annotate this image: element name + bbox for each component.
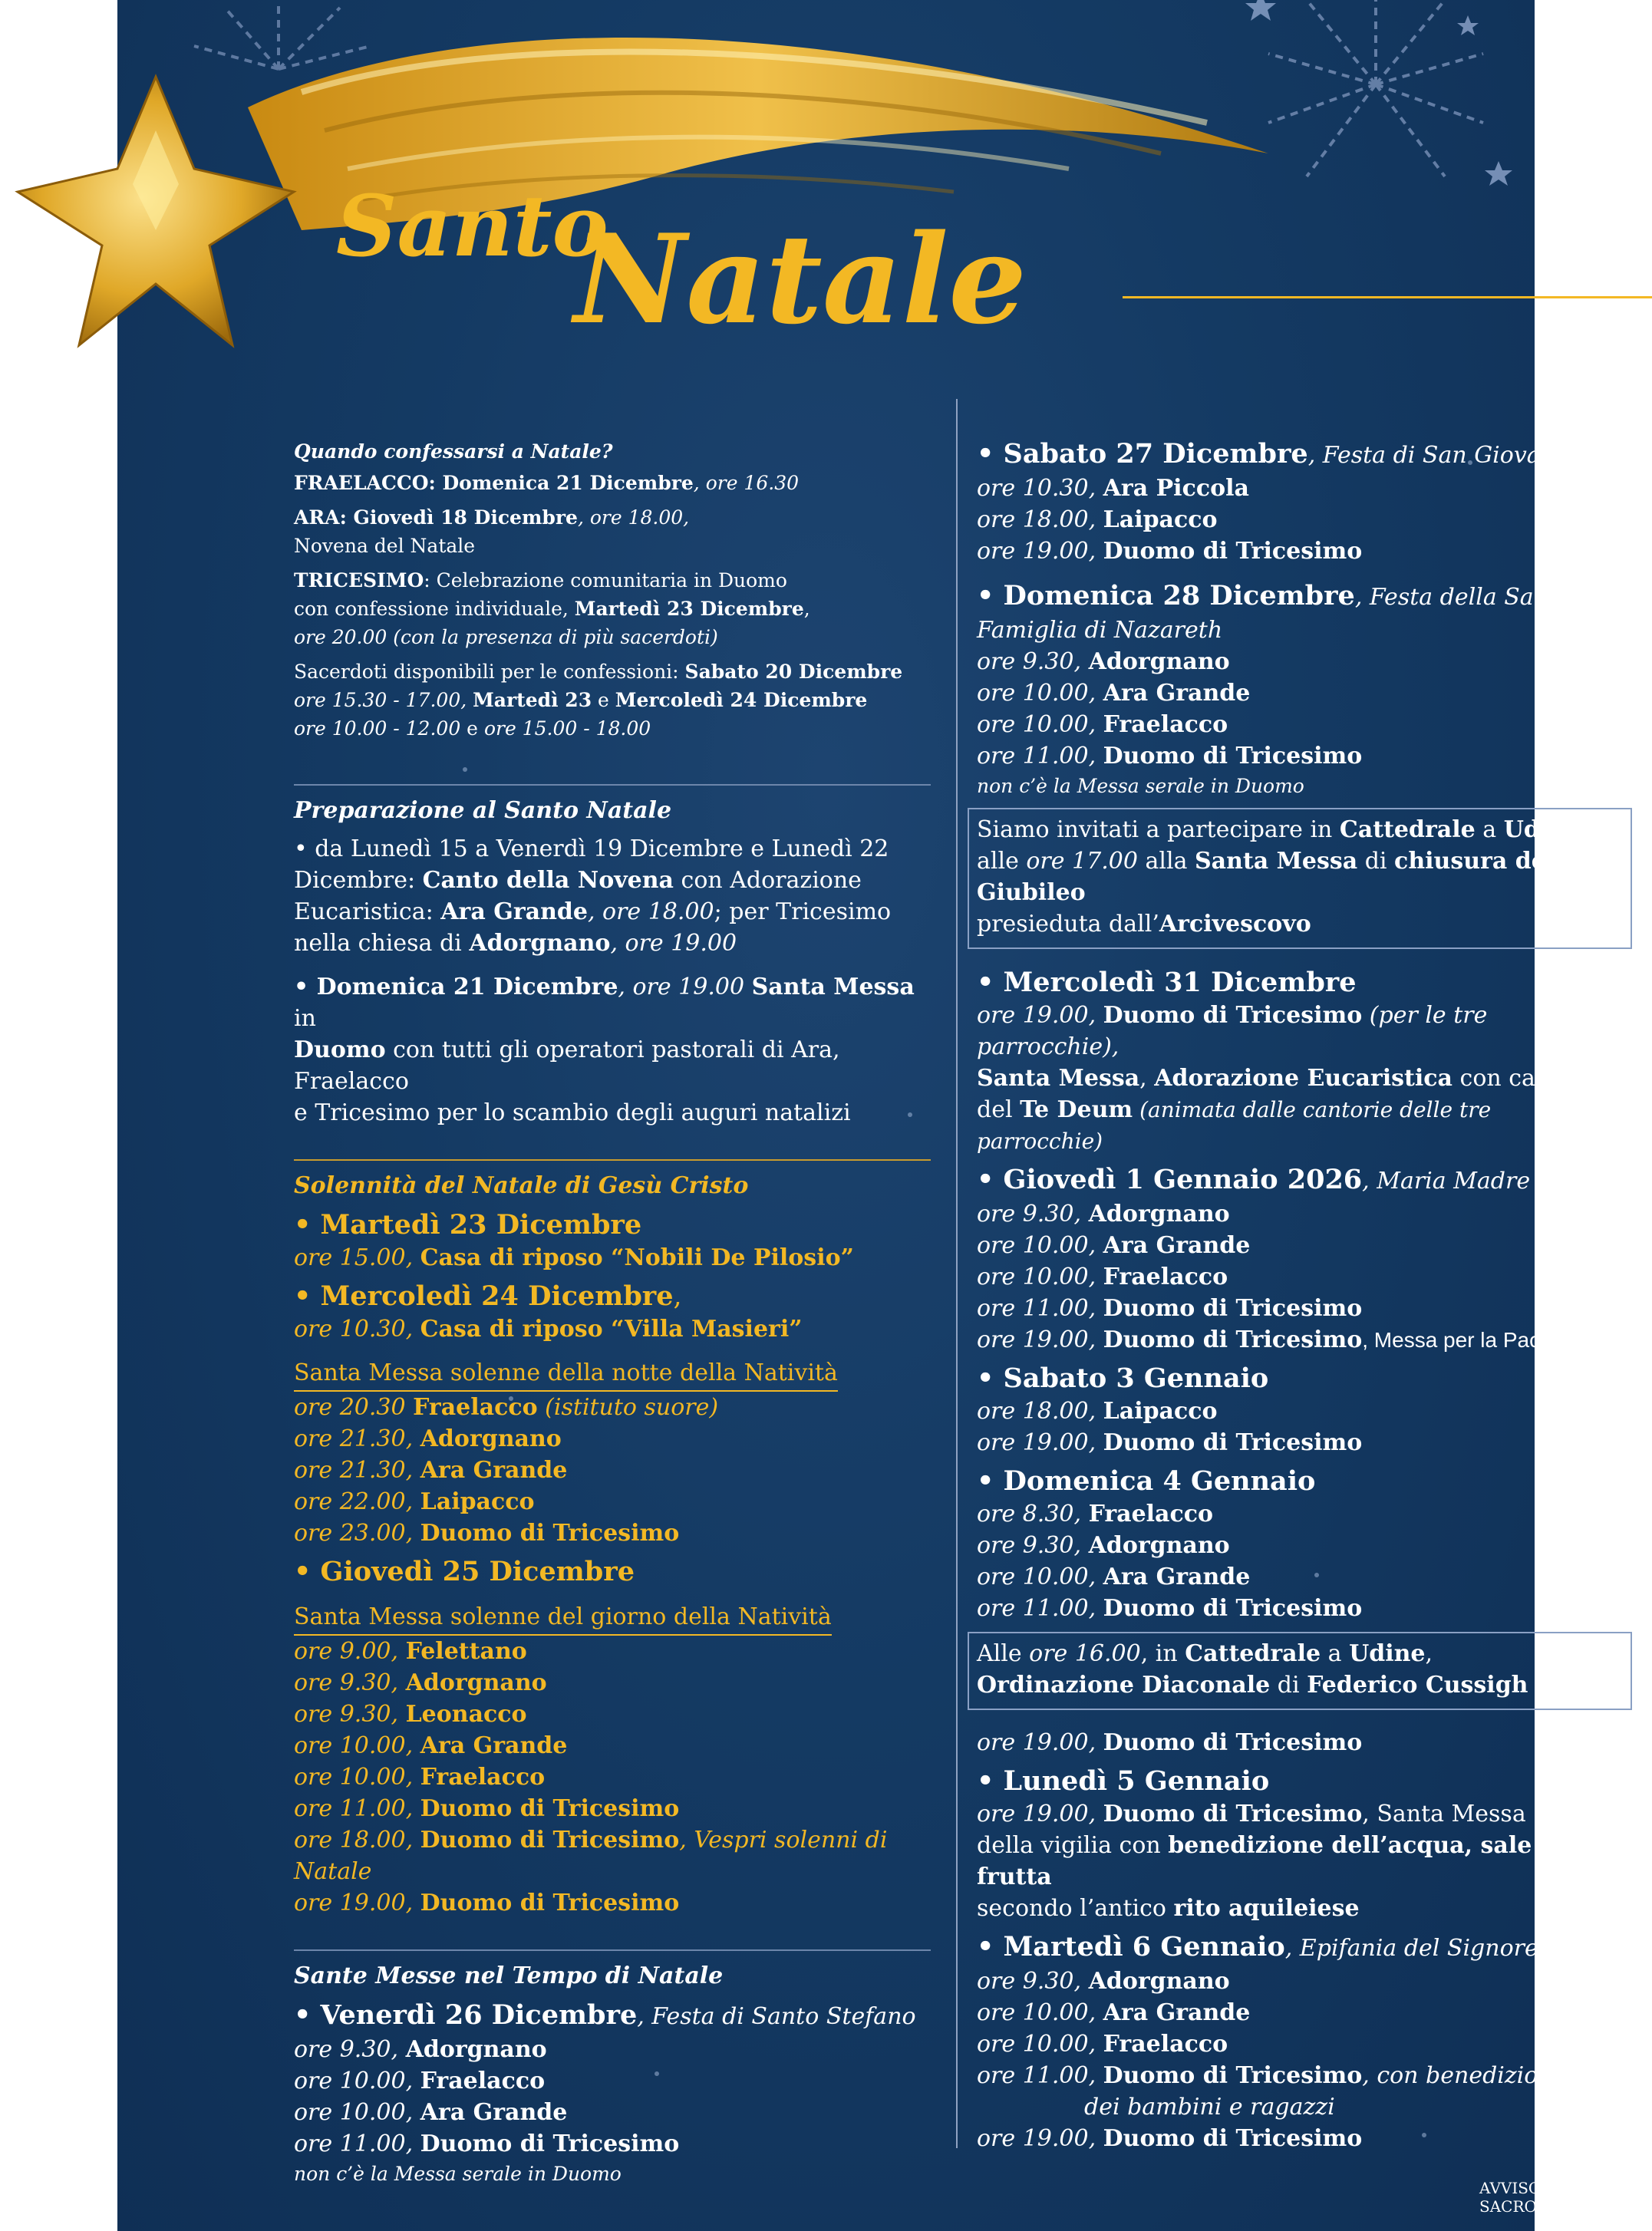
date-heading: • Sabato 27 Dicembre, Festa di San Giovanni (977, 438, 1578, 470)
mass-entry: ore 10.00, Ara Grande (977, 1999, 1251, 2026)
mass-entry: ore 19.00, Duomo di Tricesimo (per le tre parrocchie), (977, 1002, 1488, 1060)
mass-entry: ore 9.30, Leonacco (294, 1701, 527, 1728)
mass-entry: ore 11.00, Duomo di Tricesimo, con benedizione (977, 2062, 1567, 2089)
confession-heading: Quando confessarsi a Natale? (294, 440, 613, 463)
mass-entry: ore 11.00, Duomo di Tricesimo (294, 1795, 680, 1822)
column-divider (956, 399, 958, 2148)
mass-entry: ore 9.30, Adorgnano (977, 648, 1230, 675)
mass-entry: ore 9.30, Adorgnano (294, 1669, 547, 1696)
mass-entry: ore 10.00, Ara Grande (294, 1732, 568, 1759)
mass-entry: ore 19.00, Duomo di Tricesimo (294, 1890, 680, 1916)
mass-entry: ore 9.00, Felettano (294, 1638, 527, 1665)
confession-fraelacco: FRAELACCO: Domenica 21 Dicembre, ore 16.30 (294, 472, 800, 494)
day-mass-subheading: Santa Messa solenne del giorno della Natività (294, 1601, 832, 1636)
mass-entry: ore 19.00, Duomo di Tricesimo (977, 538, 1363, 565)
confession-tricesimo: TRICESIMO: Celebrazione comunitaria in Duomo con confessione individuale, Martedì 23 Dicembre, ore 20.00 (con la presenza di più sacerdoti) (294, 569, 810, 648)
date-heading: • Martedì 6 Gennaio, Epifania del Signore (977, 1931, 1538, 1962)
footer-notice: AVVISO SACRO (1479, 2179, 1542, 2216)
mass-entry: ore 20.30 Fraelacco (istituto suore) (294, 1394, 719, 1421)
mass-entry: ore 10.00, Fraelacco (977, 711, 1228, 738)
mass-entry: ore 10.00, Fraelacco (977, 2031, 1228, 2058)
cathedral-notice-box: Siamo invitati a partecipare in Cattedrale a Udine alle ore 17.00 alla Santa Messa di chiusura del Giubileo presieduta dall’Arcivescovo (968, 808, 1632, 949)
mass-entry: ore 9.30, Adorgnano (977, 1201, 1230, 1228)
mass-entry: ore 10.00, Fraelacco (294, 1764, 546, 1791)
date-heading: • Giovedì 1 Gennaio 2026, Maria Madre di Dio (977, 1164, 1607, 1195)
mass-entry: ore 15.00, Casa di riposo “Nobili De Pilosio” (294, 1244, 854, 1271)
mass-entry: ore 11.00, Duomo di Tricesimo (977, 1595, 1363, 1622)
note: non c’è la Messa serale in Duomo (294, 2163, 622, 2185)
solemnity-section (294, 1170, 931, 1919)
section-divider (294, 1159, 931, 1161)
right-column: • Sabato 27 Dicembre, Festa di San Giovanni ore 10.30, Ara Piccola ore 18.00, Laipacco ore 19.00, Duomo di Tricesimo • Domenica 28 Dicembre, Festa della Santa Famiglia di Nazareth ore 9.30, Adorgnano ore 10.00, Ara Grande ore 10.00, Fraelacco ore 11.00, Duomo di Tricesimo non c’è la Messa serale in Duomo Siamo invitati a partecipare in Cattedrale a Udine alle ore 17.00 alla Santa Messa di chiusura del Giubileo presieduta dall’Arcivescovo • Mercoledì 31 Dicembre ore 19.00, Duomo di Tricesimo (per le tre parrocchie), Santa Messa, Adorazione Eucaristica con canto del Te Deum (animata dalle cantorie delle tre parrocchie) • Giovedì 1 Gennaio 2026, Maria Madre di Dio ore 9.30, Adorgnano ore 10.00, Ara Grande ore 10.00, Fraelacco ore 11.00, Duomo di Tricesimo ore 19.00, Duomo di Tricesimo, Messa per la Pace • Sabato 3 Gennaio ore 18.00, Laipacco ore 19.00, Duomo di Tricesimo • Domenica 4 Gennaio ore 8.30, Fraelacco ore 9.30, Adorgnano ore 10.00, Ara Grande ore 11.00, Duomo di Tricesimo Alle ore 16.00, in Cattedrale a Udine, Ordinazione Diaconale di Federico Cussigh ore 19.00, Duomo di Tricesimo • Lunedì 5 Gennaio ore 19.00, Duomo di Tricesimo, Santa Messa della vigilia con benedizione dell’acqua, sale e frutta secondo l’antico rito aquileiese • Martedì 6 Gennaio, Epifania del Signore ore 9.30, Adorgnano ore 10.00, Ara Grande ore 10.00, Fraelacco ore 11.00, Duomo di Tricesimo, con benedizione dei bambini e ragazzi ore 19.00, Duomo di Tricesimo (977, 437, 1621, 2154)
title-underline (1123, 296, 1652, 298)
night-mass-subheading: Santa Messa solenne della notte della Natività (294, 1357, 838, 1392)
mass-entry: ore 19.00, Duomo di Tricesimo (977, 1429, 1363, 1456)
mass-entry: ore 18.00, Duomo di Tricesimo, Vespri solenni di Natale (294, 1827, 888, 1885)
mass-entry: ore 10.00, Fraelacco (977, 1264, 1228, 1290)
section-divider (294, 784, 931, 786)
mass-entry: ore 19.00, Duomo di Tricesimo, Santa Messa (977, 1801, 1526, 1827)
mass-entry: ore 10.00, Ara Grande (977, 1232, 1251, 1259)
preparation-mass: • Domenica 21 Dicembre, ore 19.00 Santa Messa in Duomo con tutti gli operatori pastorali di Ara, Fraelacco e Tricesimo per lo scambio degli auguri natalizi (294, 974, 915, 1126)
left-column (294, 437, 931, 2188)
date-heading: • Giovedì 25 Dicembre (294, 1556, 635, 1587)
mass-entry: ore 19.00, Duomo di Tricesimo (977, 1729, 1363, 1756)
mass-entry: ore 10.00, Ara Grande (977, 680, 1251, 707)
date-heading: • Venerdì 26 Dicembre, Festa di Santo Stefano (294, 1999, 916, 2031)
mass-entry: ore 9.30, Adorgnano (977, 1532, 1230, 1559)
mass-entry: ore 10.00, Fraelacco (294, 2068, 546, 2094)
mass-entry: ore 19.00, Duomo di Tricesimo (977, 2125, 1363, 2152)
date-heading: • Mercoledì 24 Dicembre, (294, 1280, 682, 1312)
note: non c’è la Messa serale in Duomo (977, 775, 1304, 797)
mass-entry: ore 11.00, Duomo di Tricesimo (977, 1295, 1363, 1322)
date-heading: • Lunedì 5 Gennaio (977, 1765, 1270, 1797)
mass-entry: ore 10.00, Ara Grande (294, 2099, 568, 2126)
christmas-time-heading: Sante Messe nel Tempo di Natale (294, 1962, 724, 1989)
ordination-notice-box: Alle ore 16.00, in Cattedrale a Udine, Ordinazione Diaconale di Federico Cussigh (968, 1632, 1632, 1710)
mass-entry: ore 10.30, Casa di riposo “Villa Masieri” (294, 1316, 803, 1343)
mass-entry: ore 11.00, Duomo di Tricesimo (294, 2130, 680, 2157)
poster-background (117, 0, 1607, 2231)
date-heading: • Domenica 28 Dicembre, Festa della Santa (977, 580, 1571, 611)
mass-entry: ore 21.30, Adorgnano (294, 1425, 562, 1452)
date-heading: • Martedì 23 Dicembre (294, 1209, 642, 1241)
title-word-santo: Santo (336, 176, 608, 275)
mass-entry: ore 19.00, Duomo di Tricesimo, Messa per la Pace (977, 1326, 1552, 1353)
preparation-heading: Preparazione al Santo Natale (294, 797, 672, 824)
confession-ara: ARA: Giovedì 18 Dicembre, ore 18.00, Novena del Natale (294, 506, 690, 557)
solemnity-heading: Solennità del Natale di Gesù Cristo (294, 1172, 749, 1199)
mass-entry: ore 18.00, Laipacco (977, 506, 1218, 533)
mass-entry: ore 22.00, Laipacco (294, 1488, 535, 1515)
date-heading: • Domenica 4 Gennaio (977, 1465, 1316, 1497)
date-heading: • Sabato 3 Gennaio (977, 1363, 1269, 1394)
mass-entry: ore 18.00, Laipacco (977, 1398, 1218, 1425)
mass-entry: ore 9.30, Adorgnano (294, 2036, 547, 2063)
mass-entry: ore 10.30, Ara Piccola (977, 475, 1249, 502)
date-heading: • Mercoledì 31 Dicembre (977, 967, 1357, 998)
mass-entry: ore 10.00, Ara Grande (977, 1564, 1251, 1590)
mass-entry: ore 23.00, Duomo di Tricesimo (294, 1520, 680, 1547)
title-word-natale: Natale (574, 207, 1027, 351)
mass-entry: ore 9.30, Adorgnano (977, 1968, 1230, 1995)
page-title (336, 176, 1180, 376)
preparation-novena: • da Lunedì 15 a Venerdì 19 Dicembre e Lunedì 22 Dicembre: Canto della Novena con Adorazione Eucaristica: Ara Grande, ore 18.00; per Tricesimo nella chiesa di Adorgnano, ore 19.00 (294, 835, 892, 957)
confession-priests: Sacerdoti disponibili per le confessioni: Sabato 20 Dicembre ore 15.30 - 17.00, Martedì 23 e Mercoledì 24 Dicembre ore 10.00 - 12.00 e ore 15.00 - 18.00 (294, 661, 903, 740)
mass-entry: ore 8.30, Fraelacco (977, 1501, 1214, 1527)
section-divider (294, 1949, 931, 1951)
mass-entry: ore 21.30, Ara Grande (294, 1457, 568, 1484)
mass-entry: ore 11.00, Duomo di Tricesimo (977, 743, 1363, 769)
